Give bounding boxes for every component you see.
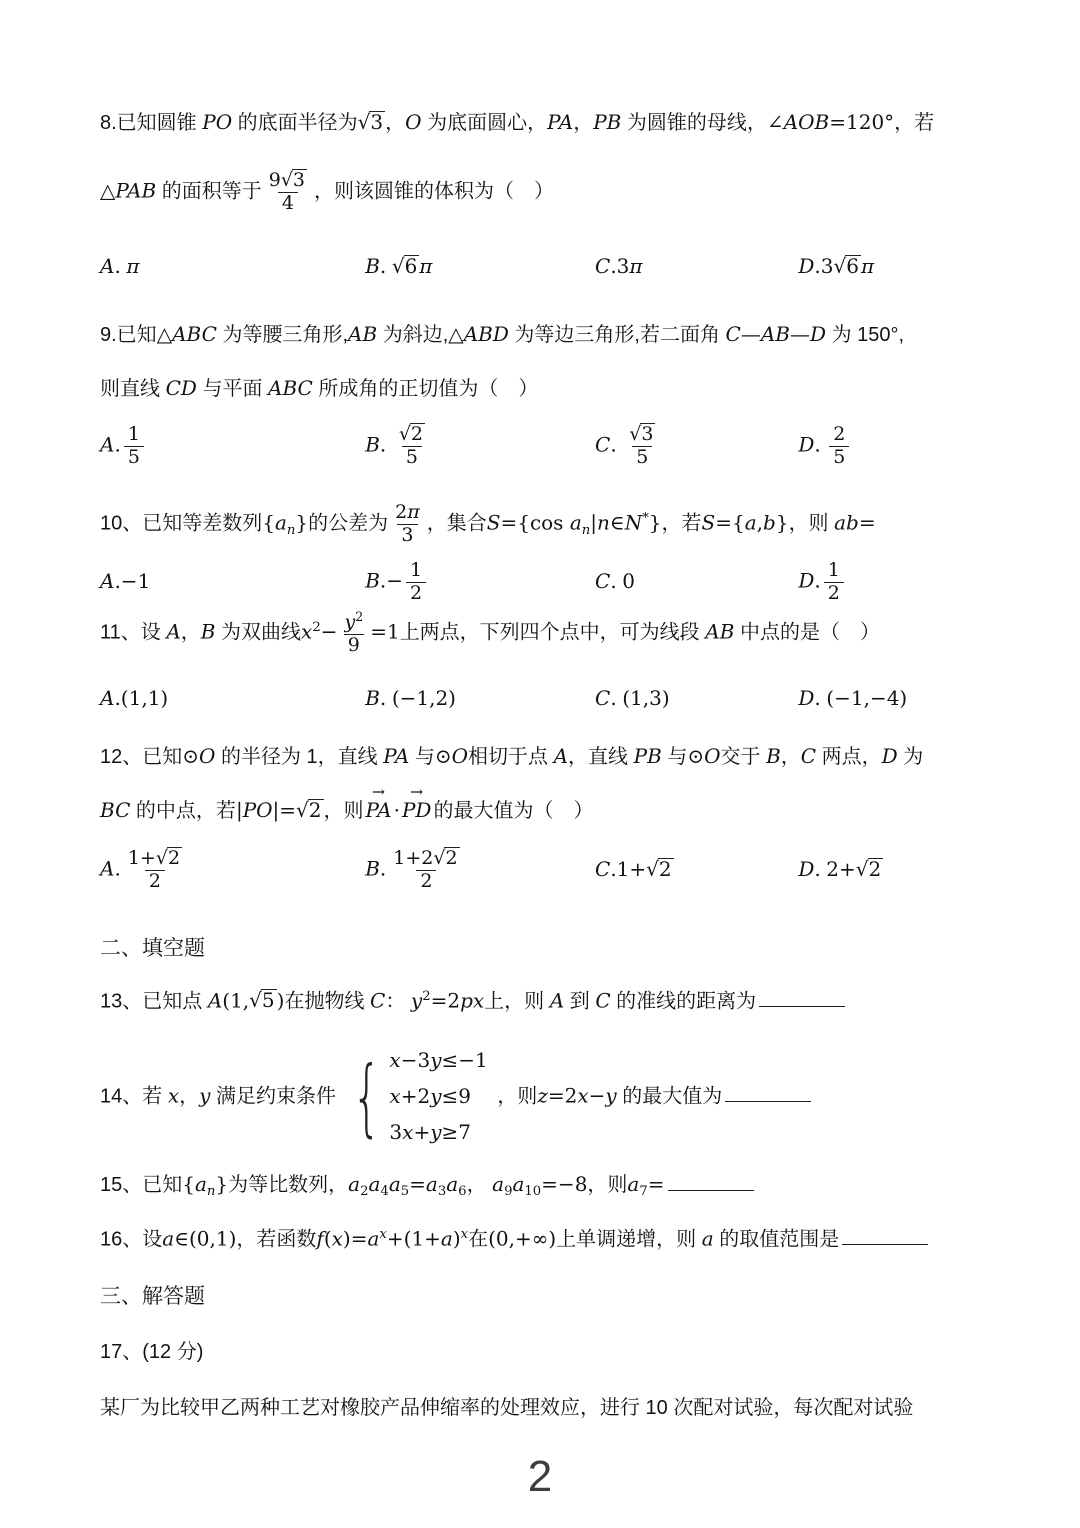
answer-blank xyxy=(759,986,845,1007)
question-11-options xyxy=(100,684,984,714)
section-solutions-title: 三、解答题 xyxy=(100,1285,205,1308)
question-9-line-1: 9.已知△ABC 为等腰三角形,AB 为斜边,△ABD 为等边三角形,若二面角 C—AB—D 为 150°, xyxy=(100,322,905,346)
question-13-line-1: 13、已知点 A(1,√5 )在抛物线 C： $y^2=2px$上，则 A 到 C 的准线的距离为 xyxy=(100,986,984,1016)
question-8-line-1: 8.已知圆锥 PO 的底面半径为√3 ，O 为底面圆心，PA，PB 为圆锥的母线，∠AOB=120°，若 xyxy=(100,110,935,134)
q12-option-a: A. $\frac{1+√2}{2}$ xyxy=(100,847,181,892)
q8-option-a: A. π xyxy=(100,254,140,278)
question-9-options xyxy=(100,424,984,469)
question-10-options xyxy=(100,560,984,605)
answer-blank xyxy=(668,1170,754,1191)
q10-option-a: A.−1 xyxy=(100,569,151,594)
question-8-line-2: △PAB 的面积等于 $\frac{9√3}{4}$ ，则该圆锥的体积为（ ） xyxy=(100,169,555,214)
q12-option-b: B. $\frac{1+2√2}{2}$ xyxy=(365,847,458,892)
q11-option-d: D. (−1,−4) xyxy=(798,686,908,710)
question-9-line-2: 则直线 CD 与平面 ABC 所成角的正切值为（ ） xyxy=(100,376,539,400)
question-12-line-1: 12、已知⊙O 的半径为 1，直线 PA 与⊙O相切于点 A，直线 PB 与⊙O交于 B，C 两点，D 为 xyxy=(100,744,924,768)
q9-option-c: C. $\frac{√3}{5}$ xyxy=(595,423,654,468)
q9-option-d: D. $\frac{2}{5}$ xyxy=(798,424,984,469)
question-17-header: 17、(12 分) xyxy=(100,1341,204,1363)
q10-option-b: B.− $\frac{1}{2}$ xyxy=(365,560,595,605)
answer-blank xyxy=(725,1081,811,1102)
question-15-line-1: 15、已知{an}为等比数列，a2a4a5=a3a6， a9a10=−8，则a7= xyxy=(100,1170,984,1201)
q9-option-a: A. $\frac{1}{5}$ xyxy=(100,424,365,469)
cases-brace: { xyxy=(351,1048,382,1146)
question-17-body: 某厂为比较甲乙两种工艺对橡胶产品伸缩率的处理效应，进行 10 次配对试验，每次配对试验 xyxy=(100,1397,914,1419)
question-11-line-1: 11、设 A，B 为双曲线$x^2-$ $\frac{y^2}{9}$ =1上两点，下列四个点中，可为线段 AB 中点的是（ ） xyxy=(100,609,880,656)
page-number: 2 xyxy=(527,1452,553,1501)
q11-option-a: A.(1,1) xyxy=(100,686,169,710)
q8-option-d: D.3√6 π xyxy=(798,254,875,278)
answer-blank xyxy=(842,1224,928,1245)
question-12-line-2: BC 的中点，若|PO|=√2 ，则 → PA · → PD 的最大值为（ ） xyxy=(100,783,594,822)
q12-option-c: C.1+√2 xyxy=(595,857,672,882)
q9-option-b: B. $\frac{√2}{5}$ xyxy=(365,423,424,468)
q8-option-c: C.3π xyxy=(595,254,643,278)
q11-option-b: B. (−1,2) xyxy=(365,686,456,710)
question-14-line-1: 14、若 x，y 满足约束条件 { x−3y≤−1 x+2y≤9 3x+y≥7 ，则z=2x−y 的最大值为 xyxy=(100,1046,984,1148)
q12-option-d: D. 2+√2 xyxy=(798,857,882,882)
q8-option-b: B. √6 π xyxy=(365,254,433,278)
q10-option-d: D. $\frac{1}{2}$ xyxy=(798,560,984,605)
question-10-line-1: 10、已知等差数列{an}的公差为 $\frac{2\pi}{3}$ ，集合S={cos an|n∈N*}，若S={a,b}，则 ab= xyxy=(100,501,876,546)
q11-option-c: C. (1,3) xyxy=(595,686,670,710)
q10-option-c: C. 0 xyxy=(595,569,635,594)
question-16-line-1: 16、设a∈(0,1)，若函数$f(x)=a^x+(1+a)^x$在(0,+∞)上单调递增，则 a 的取值范围是 xyxy=(100,1224,984,1254)
question-8-options xyxy=(100,252,984,282)
question-12-options xyxy=(100,848,984,893)
section-fill-in-title: 二、填空题 xyxy=(100,937,205,960)
